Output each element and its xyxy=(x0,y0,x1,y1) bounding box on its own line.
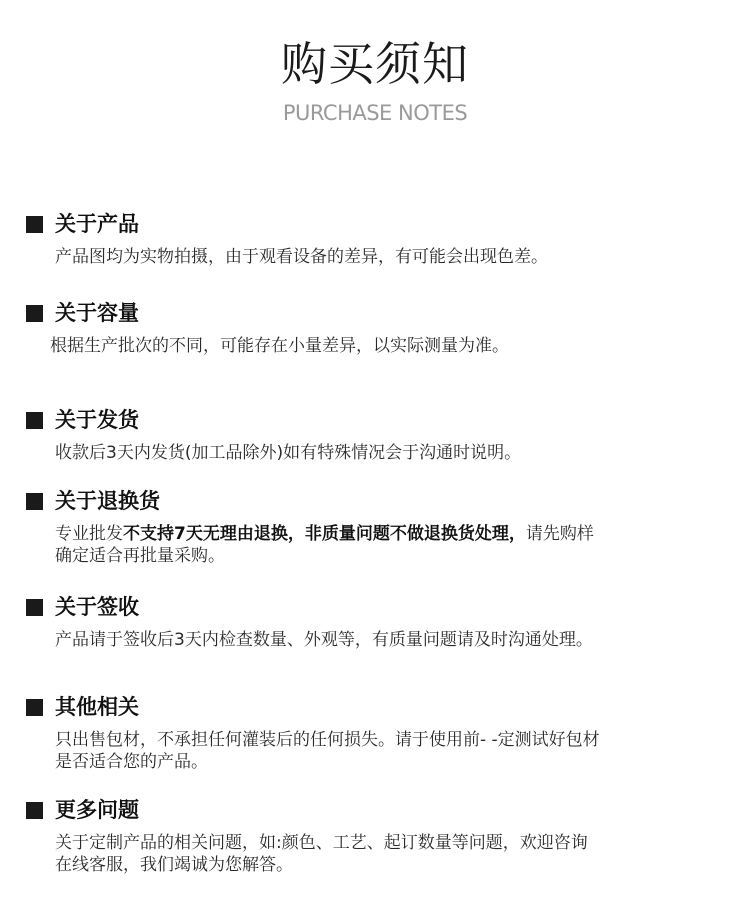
section-text xyxy=(26,729,706,773)
section-text xyxy=(26,523,706,567)
returns-text-emphasis: 不支持7天无理由退换，非质量问题不做退换货处理， xyxy=(123,524,526,544)
section-about-returns xyxy=(26,487,706,567)
section-more-questions xyxy=(26,796,706,876)
section-about-capacity xyxy=(26,299,706,357)
section-text: 收款后3天内发货(加工品除外)如有特殊情况会于沟通时说明。 xyxy=(55,443,522,463)
section-heading: 关于产品 xyxy=(55,212,139,236)
section-text xyxy=(26,832,706,876)
square-bullet-icon xyxy=(26,599,43,616)
section-heading: 关于发货 xyxy=(55,408,139,432)
section-heading: 关于签收 xyxy=(55,595,139,619)
square-bullet-icon xyxy=(26,216,43,233)
section-heading-row xyxy=(26,796,706,824)
section-heading: 其他相关 xyxy=(55,695,139,719)
section-heading-row xyxy=(26,487,706,515)
section-about-product xyxy=(26,210,706,268)
square-bullet-icon xyxy=(26,305,43,322)
section-about-receipt xyxy=(26,593,706,651)
other-text-line1: 只出售包材，不承担任何灌装后的任何损失。请于使用前- -定测试好包材 xyxy=(55,730,600,750)
square-bullet-icon xyxy=(26,412,43,429)
more-text-line2: 在线客服，我们竭诚为您解答。 xyxy=(55,855,293,875)
returns-text-line2: 确定适合再批量采购。 xyxy=(55,546,225,566)
page-subtitle: PURCHASE NOTES xyxy=(282,101,468,125)
returns-text-suffix: 请先购样 xyxy=(525,524,594,544)
returns-text-prefix: 专业批发 xyxy=(55,524,123,544)
page-title: 购买须知 xyxy=(281,37,469,91)
square-bullet-icon xyxy=(26,699,43,716)
section-heading-row xyxy=(26,210,706,238)
section-heading: 关于退换货 xyxy=(55,489,160,513)
square-bullet-icon xyxy=(26,493,43,510)
section-other xyxy=(26,693,706,773)
more-text-line1: 关于定制产品的相关问题，如:颜色、工艺、起订数量等问题，欢迎咨询 xyxy=(55,833,588,853)
other-text-line2: 是否适合您的产品。 xyxy=(55,752,208,772)
section-text: 产品请于签收后3天内检查数量、外观等，有质量问题请及时沟通处理。 xyxy=(55,630,593,650)
section-heading-row xyxy=(26,299,706,327)
section-heading: 更多问题 xyxy=(55,798,139,822)
section-heading-row xyxy=(26,406,706,434)
section-heading-row xyxy=(26,693,706,721)
section-text: 根据生产批次的不同，可能存在小量差异，以实际测量为准。 xyxy=(50,336,509,356)
section-heading: 关于容量 xyxy=(55,301,139,325)
section-text: 产品图均为实物拍摄，由于观看设备的差异，有可能会出现色差。 xyxy=(55,247,548,267)
page-header xyxy=(0,34,750,126)
section-heading-row xyxy=(26,593,706,621)
square-bullet-icon xyxy=(26,802,43,819)
section-about-shipping xyxy=(26,406,706,464)
